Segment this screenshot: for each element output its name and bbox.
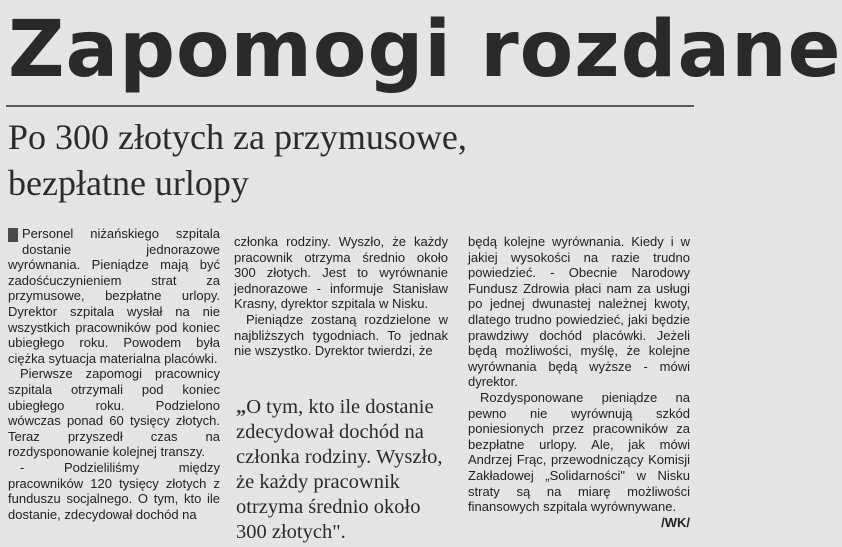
subheadline: [8, 114, 608, 206]
article-column-1: [8, 226, 220, 522]
paragraph: Pierwsze zapomogi pracownicy szpitala otrzymali pod koniec ubiegłego roku. Podzielono wówczas ponad 60 tysięcy złotych. Teraz przyszedł czas na rozdysponowanie kolejnej transzy.: [8, 366, 220, 460]
article-column-2: [234, 234, 448, 359]
article-column-3: [468, 234, 690, 530]
pull-quote-text: O tym, kto ile dostanie zdecydował dochód na członka rodziny. Wyszło, że każdy pracownik otrzyma średnio około 300 złotych".: [236, 396, 443, 543]
paragraph: będą kolejne wyrównania. Kiedy i w jakiej wysokości na razie trudno powiedzieć. - Obecnie Narodowy Fundusz Zdrowia płaci nam za usługi po jednej dwunastej należnej kwoty, dlatego trudno powiedzieć, jaki będzie prawdziwy dochód placówki. Jeżeli będą możliwości, myślę, że kolejne wyrównania będą wyższe - mówi dyrektor.: [468, 234, 690, 390]
paragraph: - Podzieliliśmy między pracowników 120 tysięcy złotych z funduszu socjalnego. O tym, kto ile dostanie, zdecydował dochód na: [8, 459, 220, 522]
pull-quote: [236, 395, 450, 545]
pull-quote-open-mark: „: [236, 396, 247, 418]
paragraph: członka rodziny. Wyszło, że każdy pracownik otrzyma średnio około 300 złotych. Jest to wyrównanie jednorazowe - informuje Stanisław Krasny, dyrektor szpitala w Nisku.: [234, 234, 448, 312]
paragraph: Pieniądze zostaną rozdzielone w najbliższych tygodniach. To jednak nie wszystko. Dyrektor twierdzi, że: [234, 311, 448, 359]
subheadline-line-1: Po 300 złotych za przymusowe,: [8, 117, 467, 157]
paragraph: Personel niżańskiego szpitala dostanie jednorazowe wyrównania. Pieniądze mają być zadośćuczynieniem strat za przymusowe, bezpłatne urlopy. Dyrektor szpitala wysłał na nie wszystkich pracowników pod koniec ubiegłego roku. Powodem była ciężka sytuacja materialna placówki.: [8, 226, 220, 366]
headline-rule: [6, 105, 694, 107]
subheadline-line-2: bezpłatne urlopy: [8, 163, 249, 203]
headline: Zapomogi rozdane: [8, 5, 842, 95]
paragraph: Rozdysponowane pieniądze na pewno nie wyrównują szkód poniesionych przez pracowników za bezpłatne urlopy. Ale, jak mówi Andrzej Frąc, przewodniczący Komisji Zakładowej „Solidarności" w Nisku straty są na miarę możliwości finansowych szpitala wyrównywane.: [468, 389, 690, 515]
drop-cap-mark: [8, 228, 18, 242]
author-signature: /WK/: [661, 514, 690, 530]
